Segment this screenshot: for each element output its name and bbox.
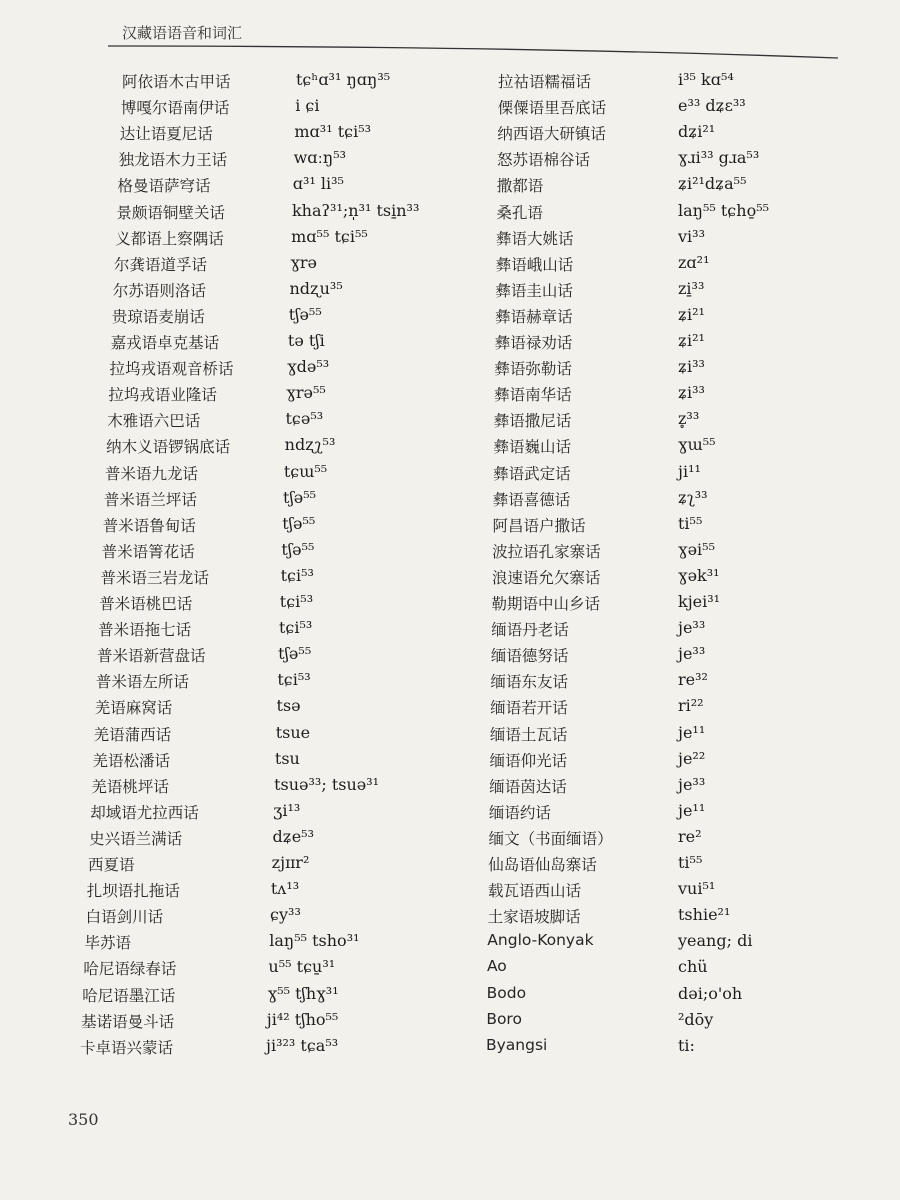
word-form: tɕi⁵³: [279, 592, 314, 611]
word-form: tɕi⁵³: [280, 565, 314, 585]
word-form: ʑi²¹dʑa⁵⁵: [678, 174, 747, 194]
word-form: je²²: [678, 748, 706, 768]
language-name: 羌语桃坪话: [91, 777, 169, 796]
language-name: 彝语撒尼话: [493, 412, 572, 431]
language-name: 缅语若开话: [490, 699, 568, 718]
word-form: tʃə⁵⁵: [283, 487, 317, 507]
language-name: 拉祜语糯福话: [498, 73, 592, 91]
language-name: 哈尼语墨江话: [82, 986, 176, 1005]
language-name: 彝语武定话: [493, 464, 571, 483]
word-form: je³³: [678, 618, 706, 638]
word-form: tɕi⁵³: [277, 670, 311, 690]
word-form: i³⁵ kɑ⁵⁴: [678, 70, 734, 89]
language-name: 西夏语: [87, 856, 135, 874]
language-name: 却域语尤拉西话: [90, 803, 199, 822]
word-form: e³³ dʑɛ³³: [678, 96, 746, 116]
word-form: re³²: [678, 670, 708, 690]
language-name: Boro: [486, 1009, 522, 1028]
word-form: ji¹¹: [678, 461, 701, 481]
word-form: i ɕi: [295, 96, 320, 116]
language-name: 彝语巍山话: [493, 438, 571, 457]
word-form: je³³: [678, 644, 706, 664]
word-form: ti⁵⁵: [678, 853, 703, 872]
word-form: yeang; di: [678, 931, 753, 951]
language-name: 羌语麻窝话: [94, 699, 173, 718]
language-name: 缅文（书面缅语）: [488, 829, 613, 848]
word-form: ndʐu³⁵: [289, 278, 343, 298]
word-form: ʑi³³: [678, 357, 705, 377]
running-header: 汉藏语语音和词汇: [122, 24, 243, 42]
language-name: 白语剑川话: [85, 908, 164, 927]
language-name: 彝语弥勒话: [494, 360, 572, 379]
word-form: chü: [678, 957, 708, 977]
language-name: Ao: [486, 957, 507, 976]
language-name: 毕苏语: [84, 934, 132, 953]
language-name: 尔龚语道孚话: [114, 255, 208, 274]
word-form: wɑːŋ⁵³: [293, 148, 347, 168]
word-form: je¹¹: [678, 722, 706, 742]
language-name: 彝语禄劝话: [494, 334, 573, 352]
word-form: tʃə⁵⁵: [281, 539, 315, 559]
word-form: vui⁵¹: [678, 879, 716, 899]
word-form: tɕə⁵³: [285, 409, 324, 429]
language-name: 普米语新营盘话: [97, 647, 206, 666]
language-name: 彝语南华话: [494, 386, 572, 405]
word-form: tɕɯ⁵⁵: [283, 461, 328, 481]
word-form: ɣək³¹: [678, 565, 720, 585]
language-name: 彝语峨山话: [495, 255, 574, 274]
language-name: 纳木义语锣锅底话: [106, 438, 231, 457]
word-form: ɣɯ⁵⁵: [678, 435, 716, 455]
word-form: tə tʃi: [287, 331, 325, 350]
word-form: ɣɹi³³ gɹa⁵³: [678, 148, 760, 168]
word-form: ʒi¹³: [273, 800, 301, 820]
language-name: Bodo: [486, 983, 527, 1002]
word-form: ɣ⁵⁵ tʃhɣ³¹: [267, 983, 339, 1003]
word-form: dʑe⁵³: [272, 826, 314, 846]
language-name: 普米语左所话: [95, 673, 189, 692]
language-name: 基诺语曼斗话: [81, 1012, 175, 1031]
language-name: 卡卓语兴蒙话: [80, 1038, 174, 1057]
word-form: zi̱³³: [678, 278, 705, 298]
word-form: ti:: [678, 1035, 695, 1055]
language-name: 缅语东友话: [490, 673, 569, 692]
word-form: ri²²: [678, 696, 704, 716]
language-name: 木雅语六巴话: [107, 412, 201, 431]
language-name: 扎坝语扎拖话: [86, 882, 180, 901]
language-name: 载瓦语西山话: [487, 882, 581, 901]
language-name: 彝语赫章话: [495, 307, 573, 326]
language-name: Byangsi: [486, 1035, 548, 1054]
word-form: mɑ⁵⁵ tɕi⁵⁵: [291, 226, 368, 246]
language-name: 缅语德努话: [490, 647, 569, 666]
word-form: tɕi⁵³: [278, 618, 313, 638]
language-name: 史兴语兰满话: [89, 829, 183, 848]
language-name: 贵琼语麦崩话: [111, 307, 205, 326]
word-form: ʑi²¹: [678, 331, 705, 350]
word-form: je¹¹: [678, 800, 706, 820]
language-name: 勒期语中山乡话: [491, 595, 601, 613]
language-name: 桑孔语: [496, 203, 543, 222]
language-name: 缅语土瓦话: [489, 725, 568, 744]
language-name: 普米语三岩龙话: [100, 568, 209, 587]
word-form: ji³²³ tɕa⁵³: [266, 1035, 339, 1055]
word-form: ʑʅ³³: [678, 487, 708, 507]
word-form: dʑi²¹: [678, 122, 716, 142]
language-name: 普米语桃巴话: [99, 595, 193, 613]
language-name: 哈尼语绿春话: [83, 960, 177, 979]
language-name: 怒苏语棉谷话: [497, 151, 591, 170]
language-name: 普米语九龙话: [104, 464, 198, 483]
word-form: dəi;o'oh: [678, 983, 743, 1003]
language-name: 土家语坡脚话: [487, 908, 581, 927]
word-form: ʑi³³: [678, 383, 705, 403]
language-name: 嘉戎语卓克基话: [110, 334, 220, 352]
word-form: tsuə³³; tsuə³¹: [274, 774, 380, 794]
word-form: ji⁴² tʃho⁵⁵: [266, 1009, 339, 1029]
page-number: 350: [68, 1110, 99, 1129]
word-form: laŋ⁵⁵ tsho³¹: [269, 931, 360, 951]
language-name: 浪速语允欠寨话: [491, 568, 601, 587]
language-name: 博嘎尔语南伊话: [120, 99, 230, 118]
language-name: 缅语茵达话: [489, 777, 567, 796]
word-form: tʌ¹³: [270, 879, 300, 899]
language-name: 彝语大姚话: [496, 229, 574, 248]
word-form: ²dōy: [678, 1009, 714, 1029]
language-name: 阿依语木古甲话: [122, 73, 231, 91]
language-name: 缅语丹老话: [491, 621, 569, 640]
word-form: tʃə⁵⁵: [278, 644, 312, 664]
language-name: 尔苏语则洛话: [112, 281, 206, 300]
language-name: 仙岛语仙岛寨话: [488, 856, 597, 874]
word-form: zɑ²¹: [678, 252, 710, 272]
word-form: ɣrə: [290, 252, 318, 272]
word-form: tsə: [276, 696, 301, 716]
word-form: je³³: [678, 774, 706, 794]
language-name: 撒都语: [496, 177, 544, 196]
word-form: tsu: [274, 748, 300, 768]
language-name: 普米语拖七话: [98, 621, 192, 640]
language-name: 拉坞戎语观音桥话: [109, 360, 234, 379]
word-form: zjɪɪr²: [271, 853, 310, 872]
word-form: tshie²¹: [678, 905, 731, 925]
word-form: ɕy³³: [270, 905, 301, 925]
language-name: 波拉语孔家寨话: [492, 542, 601, 561]
word-form: z̥³³: [678, 409, 700, 429]
language-name: 达让语夏尼话: [119, 125, 213, 144]
language-name: 彝语圭山话: [495, 281, 573, 300]
language-name: Anglo-Konyak: [487, 931, 594, 950]
word-form: ɣrə⁵⁵: [286, 383, 326, 403]
word-form: ndʐʅ⁵³: [284, 435, 336, 455]
language-name: 羌语蒲西话: [93, 725, 172, 744]
language-name: 独龙语木力王话: [118, 151, 228, 170]
language-name: 景颇语铜壁关话: [116, 203, 225, 222]
word-form: tsue: [275, 722, 311, 742]
word-form: ɣəi⁵⁵: [678, 539, 715, 559]
language-name: 格曼语萨穹话: [117, 177, 211, 196]
word-form: ɑ³¹ li³⁵: [292, 174, 344, 194]
word-form: tʃə⁵⁵: [282, 513, 316, 533]
language-name: 普米语箐花话: [101, 542, 195, 561]
word-form: ti⁵⁵: [678, 513, 703, 533]
language-name: 阿昌语户撒话: [492, 516, 586, 535]
word-form: khaʔ³¹;n̩³¹ tsi̱n³³: [291, 200, 420, 220]
word-form: mɑ³¹ tɕi⁵³: [294, 122, 372, 142]
word-form: ʑi²¹: [678, 304, 705, 324]
language-name: 彝语喜德话: [492, 490, 571, 509]
word-form: re²: [678, 826, 702, 846]
word-form: kjei³¹: [678, 592, 721, 611]
word-form: u⁵⁵ tɕu̱³¹: [268, 957, 336, 977]
language-name: 羌语松潘话: [92, 751, 170, 770]
language-name: 普米语鲁甸话: [102, 516, 196, 535]
language-name: 纳西语大研镇话: [497, 125, 606, 144]
word-form: tʃə⁵⁵: [288, 304, 322, 324]
word-form: tɕʰɑ³¹ ŋɑŋ³⁵: [296, 70, 391, 89]
word-form: vi³³: [678, 226, 705, 246]
header-rule: [108, 44, 838, 64]
word-form: laŋ⁵⁵ tɕho̱⁵⁵: [678, 200, 770, 220]
language-name: 缅语仰光话: [489, 751, 568, 770]
language-name: 义都语上察隅话: [115, 229, 224, 248]
language-name: 普米语兰坪话: [103, 490, 197, 509]
language-name: 拉坞戎语业隆话: [108, 386, 217, 405]
language-name: 缅语约话: [488, 803, 551, 822]
language-name: 傈僳语里吾底话: [497, 99, 607, 118]
word-form: ɣdə⁵³: [287, 357, 330, 377]
